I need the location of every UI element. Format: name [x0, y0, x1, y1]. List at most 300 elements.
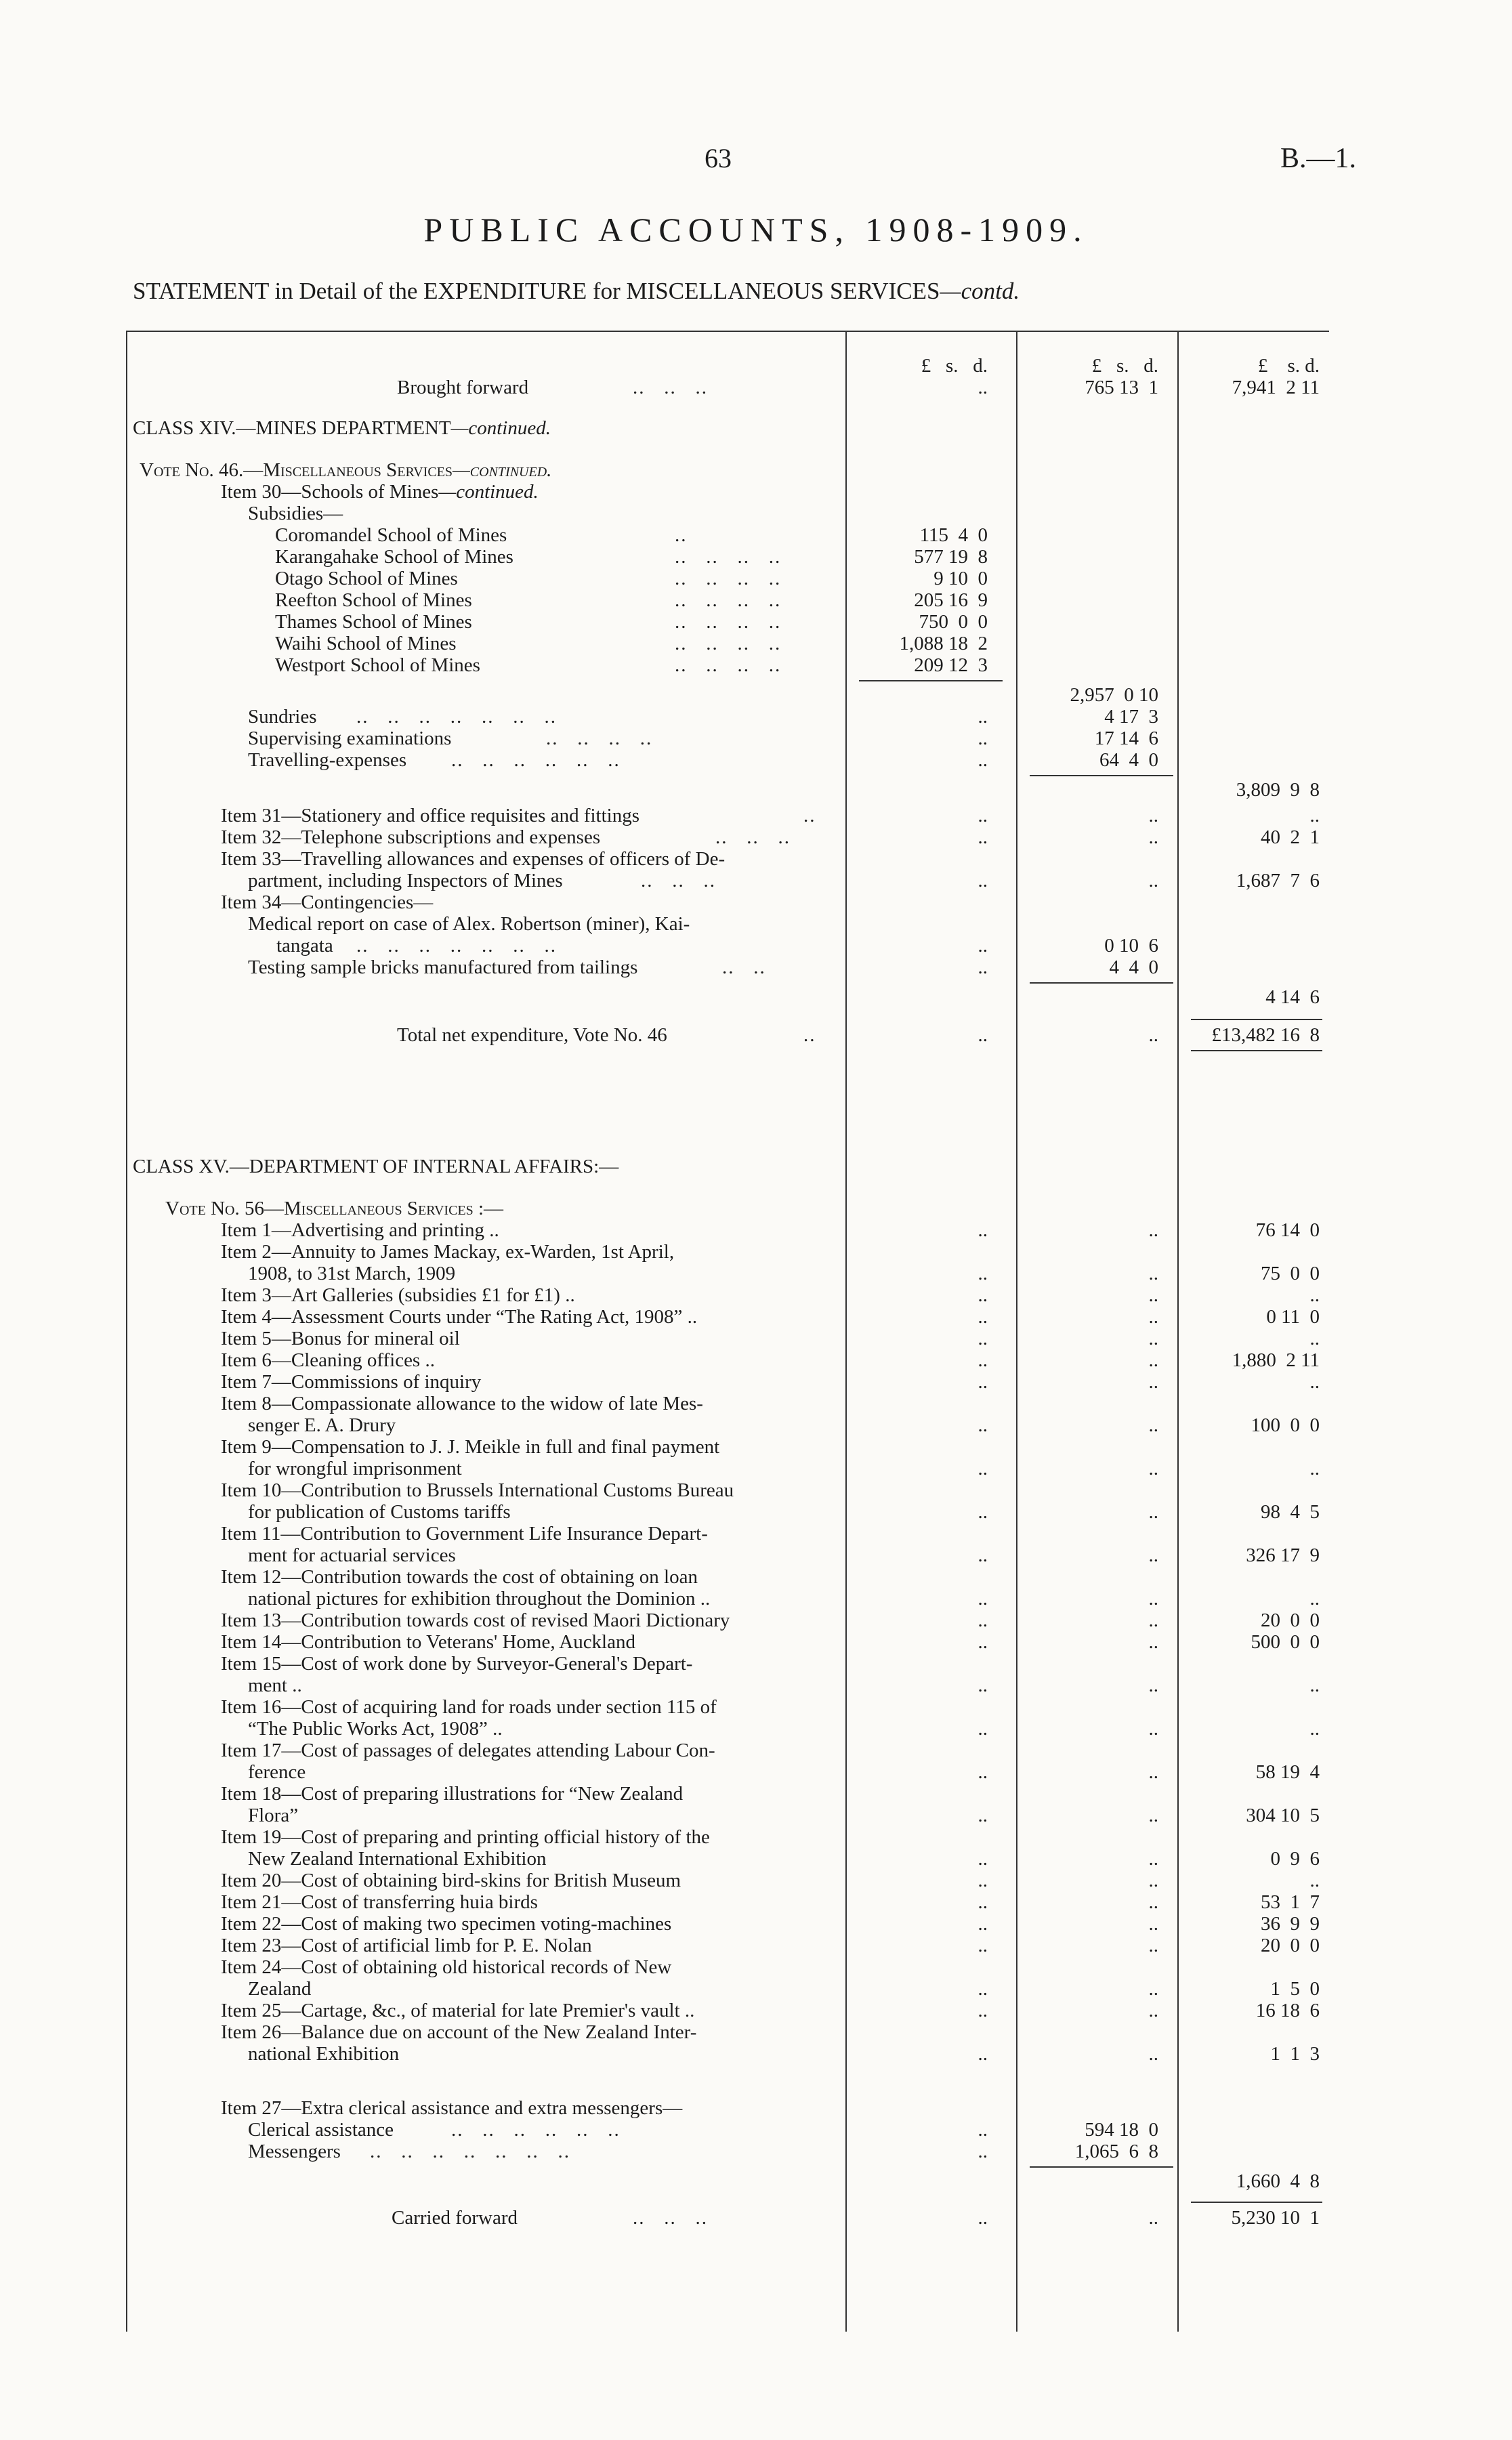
leader-dots: .. .. ..	[633, 377, 708, 398]
leader-dots: .. .. .. .. .. .. ..	[370, 2141, 570, 2162]
leader-dots: .. .. .. ..	[675, 589, 782, 611]
amount: ..	[978, 1870, 988, 1891]
amount: ..	[978, 1978, 988, 2000]
amount: 9 10 0	[933, 568, 988, 589]
item-label: Item 2—Annuity to James Mackay, ex-Warden, 1st April,	[221, 1241, 675, 1263]
amount: ..	[978, 1458, 988, 1479]
vote-total-label: Total net expenditure, Vote No. 46	[397, 1024, 667, 1046]
amount: ..	[978, 706, 988, 728]
amount: ..	[978, 1848, 988, 1870]
amount: ..	[978, 1024, 988, 1046]
amount: 4 4 0	[1109, 956, 1158, 978]
item-label: partment, including Inspectors of Mines	[248, 870, 563, 891]
amount: 58 19 4	[1255, 1761, 1320, 1783]
amount: ..	[1148, 1848, 1158, 1870]
amount: 16 18 6	[1255, 2000, 1320, 2021]
vote-heading	[126, 1198, 1329, 1219]
table-row	[126, 935, 1329, 956]
amount: ..	[1148, 1458, 1158, 1479]
item-label: Item 23—Cost of artificial limb for P. E. Nolan	[221, 1935, 592, 1956]
amount: 1,687 7 6	[1236, 870, 1320, 891]
item-label: Travelling-expenses	[248, 749, 407, 771]
item-label: Item 10—Contribution to Brussels International Customs Bureau	[221, 1479, 734, 1501]
total-rule	[1191, 1019, 1322, 1020]
table-row	[126, 1805, 1329, 1826]
subtotal-rule	[1030, 775, 1173, 776]
amount: ..	[1148, 1891, 1158, 1913]
amount: ..	[1148, 1870, 1158, 1891]
table-row	[126, 1458, 1329, 1479]
class-heading-text	[133, 417, 551, 440]
leader-dots: ..	[803, 1024, 816, 1046]
amount: ..	[1148, 1349, 1158, 1371]
amount: ..	[978, 1805, 988, 1826]
total-rule	[1191, 1050, 1322, 1051]
item-label: ment ..	[248, 1675, 302, 1696]
amount: ..	[978, 749, 988, 771]
item-label: national pictures for exhibition throughout the Dominion ..	[248, 1588, 711, 1610]
item-label: Item 22—Cost of making two specimen voting-machines	[221, 1913, 672, 1935]
table-row	[126, 1891, 1329, 1913]
leader-dots: .. .. .. ..	[675, 633, 782, 654]
item-label: Supervising examinations	[248, 728, 452, 749]
table-row	[126, 2119, 1329, 2141]
leader-dots: .. .. .. ..	[675, 654, 782, 676]
item-label: Item 7—Commissions of inquiry	[221, 1371, 482, 1393]
amount: 1,660 4 8	[1236, 2170, 1320, 2192]
leader-dots: .. ..	[722, 956, 766, 978]
amount: ..	[1148, 1306, 1158, 1328]
item-label: Flora”	[248, 1805, 299, 1826]
item-label: Item 13—Contribution towards cost of revised Maori Dictionary	[221, 1610, 730, 1631]
table-row	[126, 1848, 1329, 1870]
amount: ..	[1148, 2043, 1158, 2065]
subtotal-rule	[1030, 982, 1173, 984]
amount: ..	[978, 805, 988, 826]
item-label: 1908, to 31st March, 1909	[248, 1263, 456, 1284]
amount: ..	[978, 1718, 988, 1740]
item-label: national Exhibition	[248, 2043, 400, 2065]
amount: ..	[1309, 1588, 1320, 1610]
amount: ..	[978, 956, 988, 978]
amount: ..	[1148, 1588, 1158, 1610]
vote-heading	[126, 459, 1329, 481]
item-label: Item 3—Art Galleries (subsidies £1 for £1) ..	[221, 1284, 575, 1306]
amount: 36 9 9	[1261, 1913, 1320, 1935]
amount: 76 14 0	[1255, 1219, 1320, 1241]
table-row	[126, 1328, 1329, 1349]
amount: 64 4 0	[1099, 749, 1158, 771]
subsidies-label: Subsidies—	[248, 503, 343, 524]
item-label: Item 17—Cost of passages of delegates attending Labour Con-	[221, 1740, 715, 1761]
table-row	[126, 848, 1329, 870]
table-row	[126, 826, 1329, 848]
amount: 500 0 0	[1251, 1631, 1320, 1653]
amount: ..	[1148, 2207, 1158, 2229]
amount: 304 10 5	[1246, 1805, 1320, 1826]
amount: ..	[978, 1761, 988, 1783]
amount: ..	[978, 1935, 988, 1956]
amount: ..	[978, 1263, 988, 1284]
amount: ..	[978, 377, 988, 398]
table-row	[126, 633, 1329, 654]
amount: 209 12 3	[914, 654, 988, 676]
amount: ..	[978, 2119, 988, 2141]
brought-forward-label: Brought forward	[397, 377, 529, 398]
class-heading-contd: —continued.	[450, 417, 551, 439]
amount: ..	[1309, 1870, 1320, 1891]
table-row	[126, 870, 1329, 891]
school-name: Karangahake School of Mines	[275, 546, 513, 568]
table-row	[126, 749, 1329, 771]
subtitle-contd: —contd.	[940, 278, 1020, 304]
class-heading	[126, 1156, 1329, 1177]
amount: ..	[1309, 1371, 1320, 1393]
amount: ..	[978, 1284, 988, 1306]
vote-total-row	[126, 1024, 1329, 1046]
amount: ..	[978, 1306, 988, 1328]
amount: 4 14 6	[1265, 986, 1320, 1008]
school-name: Thames School of Mines	[275, 611, 472, 633]
school-name: Otago School of Mines	[275, 568, 458, 589]
leader-dots: .. .. ..	[633, 2207, 708, 2229]
item-label: Sundries	[248, 706, 317, 728]
amount: ..	[1148, 1371, 1158, 1393]
table-row	[126, 1523, 1329, 1544]
carried-forward-row	[126, 2207, 1329, 2229]
leader-dots: .. .. .. ..	[675, 568, 782, 589]
amount: 1 5 0	[1270, 1978, 1320, 2000]
item-label: Item 27—Extra clerical assistance and extra messengers—	[221, 2097, 683, 2119]
amount: ..	[978, 1544, 988, 1566]
amount: ..	[1148, 826, 1158, 848]
amount: 0 10 6	[1104, 935, 1158, 956]
amount: 75 0 0	[1261, 1263, 1320, 1284]
school-name: Reefton School of Mines	[275, 589, 472, 611]
statement-subtitle	[133, 278, 1020, 305]
amount: 1,088 18 2	[899, 633, 988, 654]
table-row	[126, 2043, 1329, 2065]
class-heading	[126, 417, 1329, 439]
table-row	[126, 1393, 1329, 1414]
table-row	[126, 1631, 1329, 1653]
subtotal-row	[126, 779, 1329, 801]
amount: ..	[978, 1501, 988, 1523]
amount: ..	[978, 1675, 988, 1696]
table-row	[126, 1718, 1329, 1740]
item-label: Messengers	[248, 2141, 341, 2162]
amount: ..	[978, 2000, 988, 2021]
item30-contd: —continued.	[438, 481, 539, 503]
amount: 100 0 0	[1251, 1414, 1320, 1436]
accounts-table	[126, 331, 1329, 2332]
item-label: New Zealand International Exhibition	[248, 1848, 547, 1870]
item-label: ment for actuarial services	[248, 1544, 456, 1566]
table-row	[126, 728, 1329, 749]
table-row	[126, 1675, 1329, 1696]
vote-heading-contd: —continued.	[453, 459, 552, 481]
leader-dots: .. .. ..	[715, 826, 791, 848]
amount: 1,065 6 8	[1074, 2141, 1158, 2162]
table-row	[126, 1349, 1329, 1371]
amount: ..	[978, 935, 988, 956]
item-heading	[126, 481, 1329, 503]
class-heading-text: CLASS XV.—DEPARTMENT OF INTERNAL AFFAIRS:—	[133, 1156, 619, 1177]
amount: 577 19 8	[914, 546, 988, 568]
table-row	[126, 1371, 1329, 1393]
amount: ..	[1309, 1284, 1320, 1306]
amount: ..	[1148, 2000, 1158, 2021]
table-row	[126, 1306, 1329, 1328]
amount: ..	[978, 728, 988, 749]
amount: ..	[1148, 1544, 1158, 1566]
amount: 7,941 2 11	[1232, 377, 1320, 398]
amount: ..	[978, 826, 988, 848]
amount: ..	[1148, 1610, 1158, 1631]
amount: ..	[1148, 1805, 1158, 1826]
amount: ..	[1309, 1675, 1320, 1696]
item30-main: Item 30—Schools of Mines	[221, 481, 439, 503]
amount: ..	[978, 2043, 988, 2065]
table-row	[126, 546, 1329, 568]
table-row	[126, 654, 1329, 676]
vote-heading-text: Vote No. 56—Miscellaneous Services :—	[165, 1198, 504, 1219]
item-label: Item 9—Compensation to J. J. Meikle in full and final payment	[221, 1436, 720, 1458]
table-row	[126, 568, 1329, 589]
item-label: Item 21—Cost of transferring huia birds	[221, 1891, 538, 1913]
item-label: Item 4—Assessment Courts under “The Rating Act, 1908” ..	[221, 1306, 698, 1328]
item-label: Item 32—Telephone subscriptions and expenses	[221, 826, 601, 848]
leader-dots: .. .. .. ..	[675, 611, 782, 633]
table-row	[126, 1588, 1329, 1610]
table-row	[126, 1696, 1329, 1718]
amount: ..	[978, 1588, 988, 1610]
school-name: Westport School of Mines	[275, 654, 480, 676]
item-label: Item 8—Compassionate allowance to the widow of late Mes-	[221, 1393, 703, 1414]
table-row	[126, 1241, 1329, 1263]
column-header-3: £ s. d.	[1257, 355, 1320, 377]
table-row	[126, 2097, 1329, 2119]
amount: ..	[1148, 1414, 1158, 1436]
amount: 750 0 0	[919, 611, 988, 633]
item-label: Item 31—Stationery and office requisites and fittings	[221, 805, 639, 826]
table-row	[126, 2000, 1329, 2021]
table-row	[126, 1653, 1329, 1675]
table-row	[126, 1436, 1329, 1458]
carried-forward-label: Carried forward	[392, 2207, 518, 2229]
subtitle-main: STATEMENT in Detail of the EXPENDITURE for MISCELLANEOUS SERVICES	[133, 278, 940, 304]
amount: ..	[978, 1414, 988, 1436]
table-row	[126, 1870, 1329, 1891]
amount: 0 9 6	[1270, 1848, 1320, 1870]
vote-total-amount: £13,482 16 8	[1211, 1024, 1320, 1046]
item-label: Item 12—Contribution towards the cost of obtaining on loan	[221, 1566, 698, 1588]
table-row	[126, 524, 1329, 546]
table-row	[126, 1263, 1329, 1284]
amount: ..	[978, 1913, 988, 1935]
amount: ..	[1148, 870, 1158, 891]
amount: 20 0 0	[1261, 1935, 1320, 1956]
amount: ..	[978, 1328, 988, 1349]
table-row	[126, 1913, 1329, 1935]
amount: ..	[1148, 1935, 1158, 1956]
item-label: Item 16—Cost of acquiring land for roads under section 115 of	[221, 1696, 717, 1718]
amount: ..	[1148, 1761, 1158, 1783]
item-label: Zealand	[248, 1978, 312, 2000]
amount: 40 2 1	[1261, 826, 1320, 848]
amount: 0 11 0	[1266, 1306, 1320, 1328]
amount: ..	[1148, 1913, 1158, 1935]
subtotal-rule	[1030, 2166, 1173, 2168]
table-row	[126, 1479, 1329, 1501]
amount: 1 1 3	[1270, 2043, 1320, 2065]
amount: ..	[1309, 1458, 1320, 1479]
subtotal-row	[126, 2170, 1329, 2192]
subtotal-row	[126, 986, 1329, 1008]
leader-dots: .. .. ..	[641, 870, 716, 891]
amount: ..	[1148, 1219, 1158, 1241]
table-row	[126, 891, 1329, 913]
leader-dots: .. .. .. ..	[546, 728, 653, 749]
total-rule	[1191, 2202, 1322, 2203]
amount: ..	[978, 870, 988, 891]
amount: ..	[978, 1371, 988, 1393]
amount: ..	[1309, 805, 1320, 826]
amount: ..	[1148, 1328, 1158, 1349]
table-row	[126, 1826, 1329, 1848]
table-row	[126, 611, 1329, 633]
table-row	[126, 2141, 1329, 2162]
leader-dots: .. .. .. .. .. ..	[451, 2119, 621, 2141]
table-row	[126, 1284, 1329, 1306]
amount: ..	[1148, 1263, 1158, 1284]
amount: ..	[978, 2207, 988, 2229]
amount: ..	[1148, 1718, 1158, 1740]
amount: 326 17 9	[1246, 1544, 1320, 1566]
item-heading-text	[221, 481, 539, 503]
amount: ..	[978, 1891, 988, 1913]
table-row	[126, 706, 1329, 728]
amount: 205 16 9	[914, 589, 988, 611]
page-number: 63	[705, 143, 732, 173]
school-name: Coromandel School of Mines	[275, 524, 507, 546]
item-label: ference	[248, 1761, 306, 1783]
table-row	[126, 1956, 1329, 1978]
item-label: tangata	[276, 935, 333, 956]
item-label: Item 34—Contingencies—	[221, 891, 434, 913]
amount: 594 18 0	[1085, 2119, 1158, 2141]
amount: 115 4 0	[919, 524, 988, 546]
amount: ..	[1148, 805, 1158, 826]
document-code: B.—1.	[1280, 143, 1357, 174]
amount: 17 14 6	[1094, 728, 1158, 749]
item-label: senger E. A. Drury	[248, 1414, 396, 1436]
column-header-1: £ s. d.	[921, 355, 988, 377]
table-row	[126, 1783, 1329, 1805]
leader-dots: .. .. .. ..	[675, 546, 782, 568]
column-header-2: £ s. d.	[1091, 355, 1158, 377]
item-label: Clerical assistance	[248, 2119, 394, 2141]
table-row	[126, 1566, 1329, 1588]
table-row	[126, 1935, 1329, 1956]
amount: ..	[1148, 1501, 1158, 1523]
item-label: Item 14—Contribution to Veterans' Home, Auckland	[221, 1631, 635, 1653]
subtotal-rule	[859, 680, 1003, 681]
table-row	[126, 2021, 1329, 2043]
table-row	[126, 1978, 1329, 2000]
table-row	[126, 805, 1329, 826]
amount: ..	[1309, 1328, 1320, 1349]
class-heading-main: CLASS XIV.—MINES DEPARTMENT	[133, 417, 451, 439]
amount: ..	[1148, 1024, 1158, 1046]
amount: ..	[978, 2141, 988, 2162]
table-row	[126, 1544, 1329, 1566]
table-row	[126, 1219, 1329, 1241]
leader-dots: .. .. .. .. .. ..	[451, 749, 621, 771]
item-label: Item 25—Cartage, &c., of material for late Premier's vault ..	[221, 2000, 695, 2021]
item-label: Testing sample bricks manufactured from tailings	[248, 956, 638, 978]
item-label: Item 1—Advertising and printing ..	[221, 1219, 499, 1241]
amount: ..	[1309, 1718, 1320, 1740]
amount: 2,957 0 10	[1070, 684, 1158, 706]
leader-dots: ..	[675, 524, 688, 546]
item-label: for wrongful imprisonment	[248, 1458, 462, 1479]
item-label: Medical report on case of Alex. Robertson (miner), Kai-	[248, 913, 690, 935]
item-label: Item 15—Cost of work done by Surveyor-General's Depart-	[221, 1653, 693, 1675]
table-row	[126, 913, 1329, 935]
amount: 765 13 1	[1085, 377, 1158, 398]
table-row	[126, 1501, 1329, 1523]
amount: ..	[1148, 1284, 1158, 1306]
item-label: Item 24—Cost of obtaining old historical records of New	[221, 1956, 672, 1978]
table-row	[126, 589, 1329, 611]
amount: 20 0 0	[1261, 1610, 1320, 1631]
carried-forward-amount: 5,230 10 1	[1231, 2207, 1320, 2229]
table-row	[126, 1761, 1329, 1783]
item-label: Item 5—Bonus for mineral oil	[221, 1328, 460, 1349]
amount: 98 4 5	[1261, 1501, 1320, 1523]
item-label: Item 20—Cost of obtaining bird-skins for British Museum	[221, 1870, 681, 1891]
table-row	[126, 956, 1329, 978]
amount: ..	[1148, 1978, 1158, 2000]
item-label: Item 18—Cost of preparing illustrations for “New Zealand	[221, 1783, 684, 1805]
table-top-rule	[126, 331, 1329, 332]
item-label: Item 33—Travelling allowances and expenses of officers of De-	[221, 848, 726, 870]
item-label: Item 6—Cleaning offices ..	[221, 1349, 435, 1371]
item-label: Item 26—Balance due on account of the New Zealand Inter-	[221, 2021, 697, 2043]
table-row	[126, 1740, 1329, 1761]
amount: ..	[978, 1631, 988, 1653]
item-label: Item 19—Cost of preparing and printing official history of the	[221, 1826, 710, 1848]
table-row	[126, 1414, 1329, 1436]
subsidies-heading	[126, 503, 1329, 524]
amount: ..	[978, 1349, 988, 1371]
column-headers	[126, 355, 1329, 377]
amount: ..	[1148, 1631, 1158, 1653]
item-label: Item 11—Contribution to Government Life Insurance Depart-	[221, 1523, 708, 1544]
amount: 1,880 2 11	[1232, 1349, 1320, 1371]
item-label: “The Public Works Act, 1908” ..	[248, 1718, 503, 1740]
vote-heading-main: Vote No. 46.—Miscellaneous Services	[140, 459, 453, 481]
school-name: Waihi School of Mines	[275, 633, 457, 654]
brought-forward-row	[126, 377, 1329, 398]
vote-heading-text	[140, 459, 551, 482]
subtotal-row	[126, 684, 1329, 706]
leader-dots: .. .. .. .. .. .. ..	[356, 935, 557, 956]
amount: ..	[978, 1219, 988, 1241]
amount: ..	[978, 1610, 988, 1631]
amount: 3,809 9 8	[1236, 779, 1320, 801]
